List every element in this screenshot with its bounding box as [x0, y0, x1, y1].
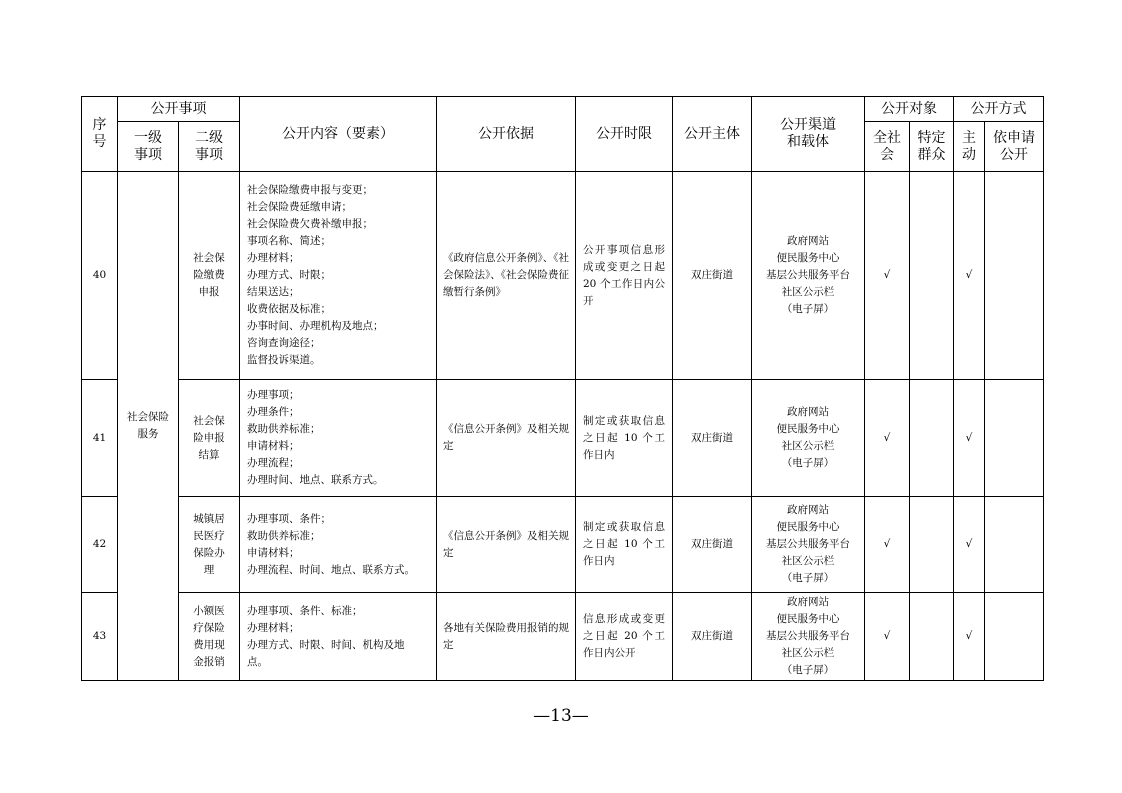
level2-matter: 小额医疗保险费用现金报销: [179, 593, 240, 681]
channel-line: （电子屏）: [781, 303, 835, 315]
header-specific-group: 特定群众: [910, 122, 954, 172]
content-line: 救助供养标准；: [247, 529, 321, 542]
channel-list: [752, 497, 865, 593]
on-request-check: [985, 593, 1044, 681]
content-line: 办理流程、时间、地点、联系方式。: [247, 563, 415, 576]
header-method-group: 公开方式: [954, 97, 1044, 122]
header-channel: 公开渠道和载体: [752, 97, 865, 172]
content-line: 办理事项、条件、标准；: [247, 604, 363, 617]
content-line: 申请材料；: [247, 546, 300, 559]
channel-list: [752, 593, 865, 681]
content-list: [240, 593, 437, 681]
content-line: 办理材料；: [247, 621, 300, 634]
table-row: [82, 497, 1044, 593]
disclosure-subject: 双庄街道: [673, 593, 752, 681]
content-line: 咨询查询途径；: [247, 337, 321, 349]
whole-society-check: √: [865, 172, 910, 380]
row-number: 42: [82, 497, 118, 593]
content-line: 申请材料；: [247, 440, 300, 452]
content-line: 办事时间、办理机构及地点；: [247, 320, 384, 332]
channel-line: （电子屏）: [781, 572, 835, 584]
active-check: √: [954, 380, 985, 497]
disclosure-basis: 各地有关保险费用报销的规定: [437, 593, 576, 681]
header-whole-society: 全社会: [865, 122, 910, 172]
content-line: 事项名称、简述；: [247, 235, 331, 247]
channel-line: 社区公示栏: [781, 440, 835, 452]
whole-society-check: √: [865, 497, 910, 593]
time-limit: 制定或获取信息之日起 10 个工作日内: [576, 497, 673, 593]
channel-line: （电子屏）: [781, 457, 835, 469]
header-object-group: 公开对象: [865, 97, 954, 122]
content-line: 办理事项、条件；: [247, 512, 331, 525]
content-line: 点。: [247, 655, 268, 668]
disclosure-subject: 双庄街道: [673, 497, 752, 593]
time-limit: 公开事项信息形成或变更之日起 20 个工作日内公开: [576, 172, 673, 380]
content-line: 监督投诉渠道。: [247, 354, 321, 366]
table-row: [82, 380, 1044, 497]
channel-line: 基层公共服务平台: [766, 269, 850, 281]
header-content: 公开内容（要素）: [240, 97, 437, 172]
content-list: [240, 172, 437, 380]
content-line: 办理事项；: [247, 389, 300, 401]
disclosure-subject: 双庄街道: [673, 172, 752, 380]
header-seq: 序号: [82, 97, 118, 172]
header-level2: 二级事项: [179, 122, 240, 172]
specific-group-check: [910, 593, 954, 681]
content-line: 收费依据及标准；: [247, 303, 331, 315]
row-number: 43: [82, 593, 118, 681]
channel-list: [752, 172, 865, 380]
time-limit: 制定或获取信息之日起 10 个工作日内: [576, 380, 673, 497]
header-on-request: 依申请公开: [985, 122, 1044, 172]
header-level1: 一级事项: [118, 122, 179, 172]
channel-list: [752, 380, 865, 497]
active-check: √: [954, 593, 985, 681]
level1-matter: 社会保险服务: [118, 172, 179, 681]
level2-matter: 城镇居民医疗保险办理: [179, 497, 240, 593]
header-subject: 公开主体: [673, 97, 752, 172]
channel-line: 便民服务中心: [776, 252, 840, 264]
disclosure-table: [81, 96, 1044, 681]
level2-matter: 社会保险申报结算: [179, 380, 240, 497]
level2-matter: 社会保险缴费申报: [179, 172, 240, 380]
channel-line: 便民服务中心: [776, 521, 840, 533]
channel-line: 社区公示栏: [781, 647, 835, 659]
header-basis: 公开依据: [437, 97, 576, 172]
header-time-limit: 公开时限: [576, 97, 673, 172]
content-list: [240, 380, 437, 497]
channel-line: 政府网站: [787, 504, 829, 516]
page-number: —13—: [533, 706, 589, 726]
content-line: 办理时间、地点、联系方式。: [247, 474, 384, 486]
content-list: [240, 497, 437, 593]
channel-line: 社区公示栏: [781, 555, 835, 567]
content-line: 办理材料；: [247, 252, 300, 264]
channel-line: 基层公共服务平台: [766, 538, 850, 550]
content-line: 救助供养标准；: [247, 423, 321, 435]
channel-line: 社区公示栏: [781, 286, 835, 298]
time-limit: 信息形成或变更之日起 20 个工作日内公开: [576, 593, 673, 681]
table-row: [82, 593, 1044, 681]
header-matter-group: 公开事项: [118, 97, 240, 122]
channel-line: 政府网站: [787, 406, 829, 418]
channel-line: 基层公共服务平台: [766, 630, 850, 642]
whole-society-check: √: [865, 380, 910, 497]
channel-line: （电子屏）: [781, 664, 835, 676]
on-request-check: [985, 497, 1044, 593]
content-line: 办理方式、时限；: [247, 269, 331, 281]
row-number: 40: [82, 172, 118, 380]
content-line: 办理流程；: [247, 457, 300, 469]
channel-line: 政府网站: [787, 596, 829, 608]
content-line: 社会保险缴费申报与变更；: [247, 184, 373, 196]
specific-group-check: [910, 380, 954, 497]
content-line: 社会保险费欠费补缴申报；: [247, 218, 373, 230]
content-line: 办理方式、时限、时间、机构及地: [247, 638, 405, 651]
channel-line: 便民服务中心: [776, 613, 840, 625]
specific-group-check: [910, 172, 954, 380]
active-check: √: [954, 497, 985, 593]
channel-line: 便民服务中心: [776, 423, 840, 435]
row-number: 41: [82, 380, 118, 497]
disclosure-basis: 《信息公开条例》及相关规定: [437, 497, 576, 593]
disclosure-subject: 双庄街道: [673, 380, 752, 497]
channel-line: 政府网站: [787, 235, 829, 247]
on-request-check: [985, 172, 1044, 380]
content-line: 社会保险费延缴申请；: [247, 201, 352, 213]
specific-group-check: [910, 497, 954, 593]
disclosure-basis: 《政府信息公开条例》、《社会保险法》、《社会保险费征缴暂行条例》: [437, 172, 576, 380]
whole-society-check: √: [865, 593, 910, 681]
disclosure-basis: 《信息公开条例》及相关规定: [437, 380, 576, 497]
content-line: 办理条件；: [247, 406, 300, 418]
on-request-check: [985, 380, 1044, 497]
content-line: 结果送达；: [247, 286, 300, 298]
active-check: √: [954, 172, 985, 380]
header-active: 主动: [954, 122, 985, 172]
table-row: [82, 172, 1044, 380]
